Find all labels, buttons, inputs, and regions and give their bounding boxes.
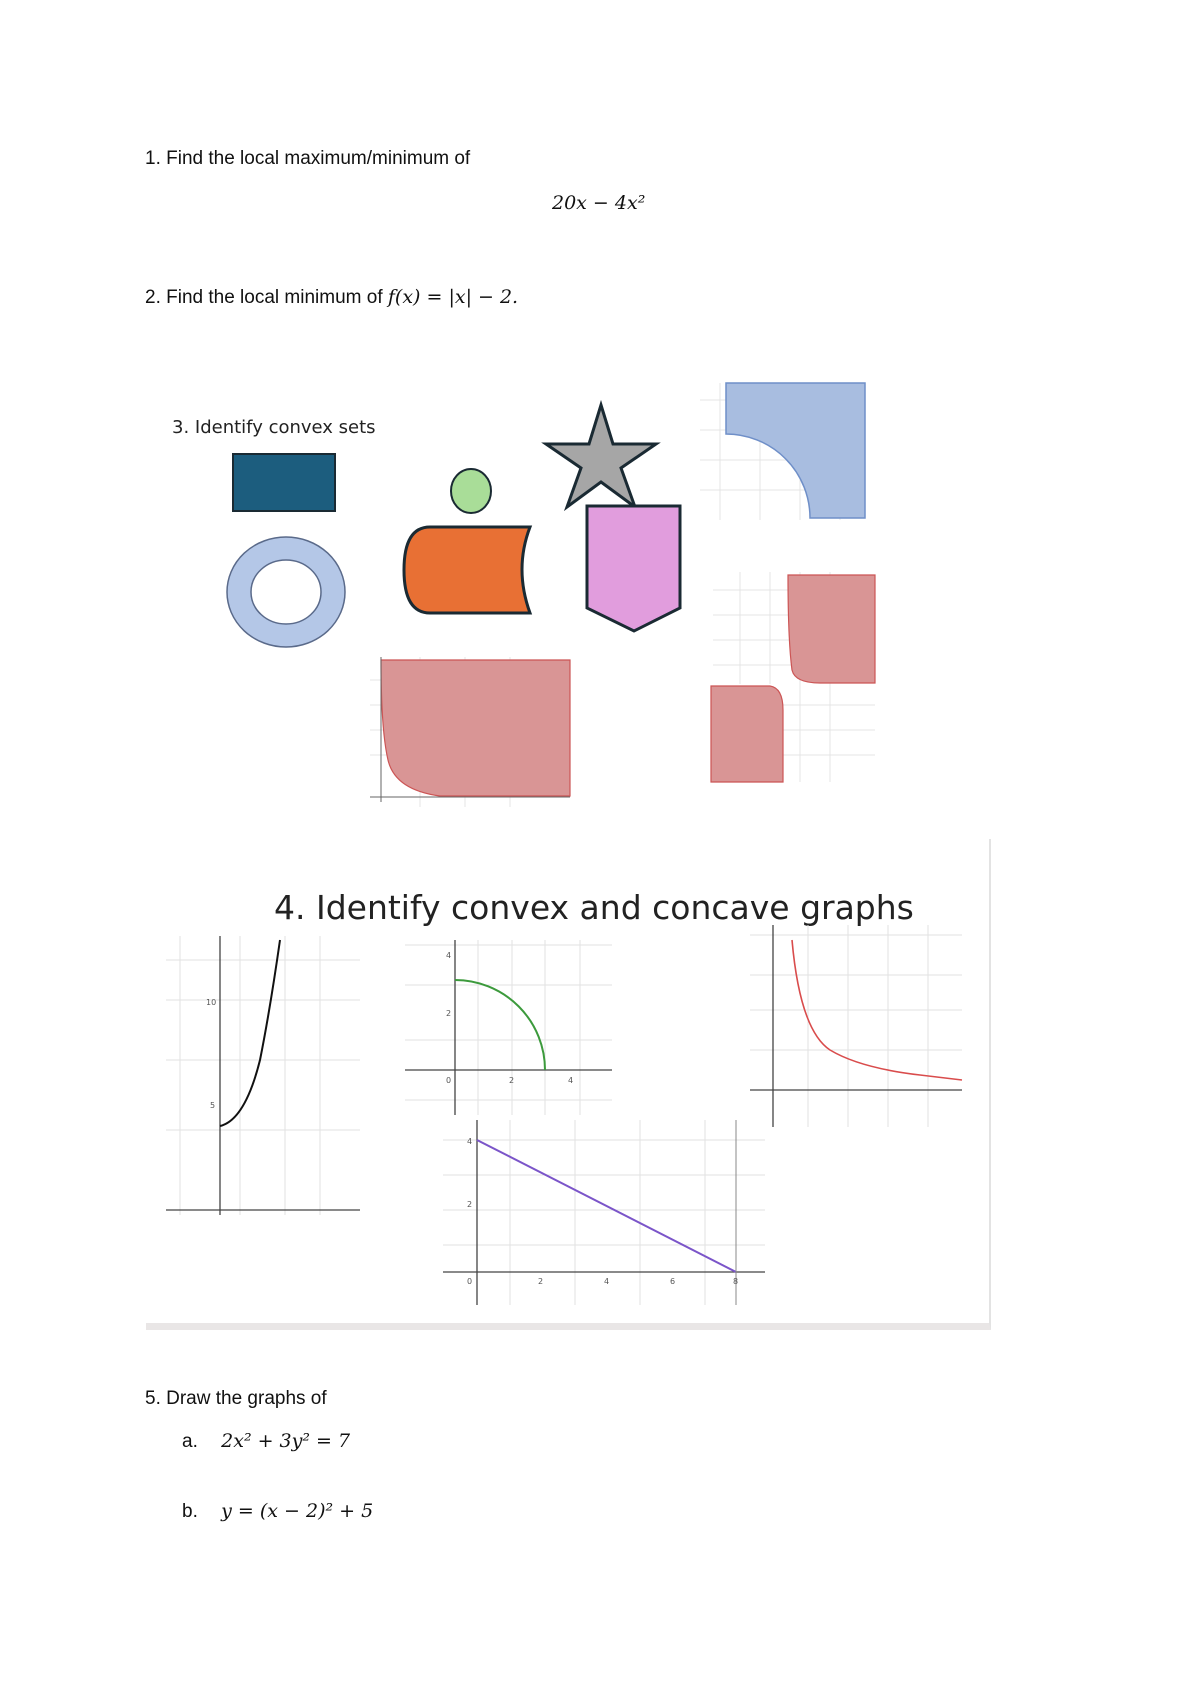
graph2-tick-y4: 4 <box>446 951 452 960</box>
question-5b-expression: y = (x − 2)² + 5 <box>221 1500 374 1522</box>
question-5 <box>145 1388 327 1410</box>
question-1-text: 1. Find the local maximum/minimum of <box>145 148 471 169</box>
graph1-tick-10: 10 <box>206 998 217 1007</box>
graph2-tick-origin: 0 <box>446 1076 452 1085</box>
question-3-title: 3. Identify convex sets <box>172 417 376 438</box>
graph4-tick-x8: 8 <box>733 1277 739 1286</box>
graph4-tick-x4: 4 <box>604 1277 610 1286</box>
graph2-tick-x2: 2 <box>509 1076 515 1085</box>
question-1-expression: 20x − 4x² <box>552 192 646 214</box>
graph1-tick-5: 5 <box>210 1101 216 1110</box>
question-5b <box>182 1500 373 1523</box>
question-5a <box>182 1430 350 1453</box>
graph4-tick-y4: 4 <box>467 1137 473 1146</box>
question-5-text: 5. Draw the graphs of <box>145 1388 327 1409</box>
graph-quarter-circle <box>405 940 612 1115</box>
graph4-tick-y2: 2 <box>467 1200 473 1209</box>
question-5b-label: b. <box>182 1501 198 1522</box>
question-2-expression: f(x) = |x| − 2. <box>387 286 519 308</box>
graph-convex-curve <box>166 936 360 1215</box>
question-4-title: 4. Identify convex and concave graphs <box>274 888 914 927</box>
graph2-tick-x4: 4 <box>568 1076 574 1085</box>
graph4-tick-x6: 6 <box>670 1277 676 1286</box>
question-5a-expression: 2x² + 3y² = 7 <box>221 1430 351 1452</box>
graph4-tick-origin: 0 <box>467 1277 473 1286</box>
graph4-tick-x2: 2 <box>538 1277 544 1286</box>
question-2-text: 2. Find the local minimum of <box>145 287 383 308</box>
graph2-tick-y2: 2 <box>446 1009 452 1018</box>
graph-hyperbola <box>750 925 962 1127</box>
question-5a-label: a. <box>182 1431 198 1452</box>
